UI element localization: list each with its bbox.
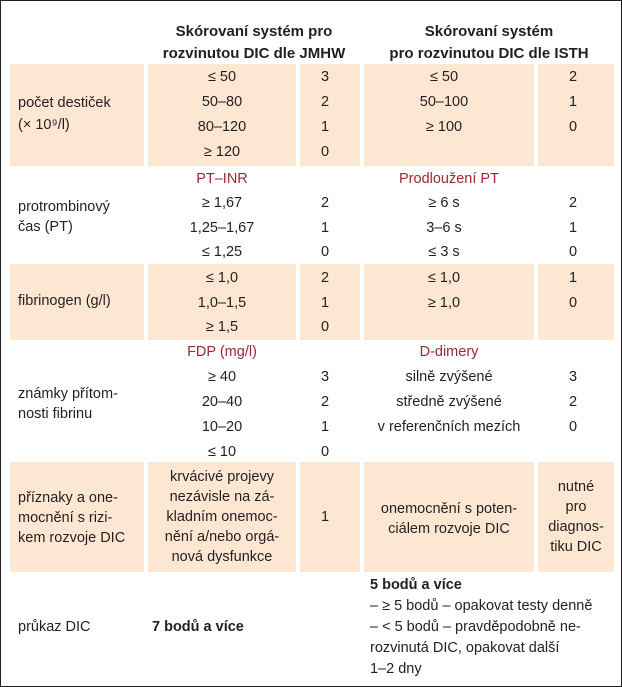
platelets-isth-value: ≥ 100 [425,119,463,135]
fibrin-label-line1: známky přítom- [18,386,118,402]
pt-jmhw-value: 1,25–1,67 [189,220,255,236]
fibrinogen-isth-score: 1 [568,270,578,286]
fibrin-jmhw-score: 3 [320,369,330,385]
fibrin-jmhw-value: 10–20 [201,419,243,435]
fibrin-isth-head: D-dimery [419,344,479,360]
fibrin-isth-score: 2 [568,394,578,410]
symptoms-jmhw-text-line: kladním onemoc- [166,509,278,525]
symptoms-jmhw-text-line: nění a/nebo orgá- [164,529,280,545]
fibrin-isth-score: 0 [568,419,578,435]
platelets-jmhw-score: 1 [320,119,330,135]
symptoms-label-line3: kem rozvoje DIC [18,530,126,546]
symptoms-jmhw-text-line: krvácivé projevy [170,469,274,485]
fibrinogen-isth-score: 0 [568,295,578,311]
platelets-isth-score: 1 [568,94,578,110]
fibrin-jmhw-value: 20–40 [201,394,243,410]
pt-jmhw-score: 0 [320,244,330,260]
pt-isth-score: 0 [568,244,578,260]
pt-jmhw-value: ≤ 1,25 [201,244,243,260]
fibrinogen-jmhw-value: ≥ 1,5 [205,319,239,335]
fibrinogen-jmhw-score: 1 [320,295,330,311]
proof-isth-line: rozvinutá DIC, opakovat další [370,640,560,656]
platelets-jmhw-score: 2 [320,94,330,110]
fibrin-jmhw-value: ≤ 10 [207,444,237,460]
platelets-label-line2: (× 10⁹/l) [18,117,70,133]
fibrinogen-jmhw-score: 0 [320,319,330,335]
fibrinogen-isth-value: ≥ 1,0 [427,295,461,311]
platelets-jmhw-value: ≤ 50 [207,69,237,85]
proof-label: průkaz DIC [18,619,91,635]
proof-isth-title: 5 bodů a více [370,577,462,593]
symptoms-label-line1: příznaky a one- [18,490,118,506]
pt-label-line2: čas (PT) [18,219,73,235]
proof-jmhw-threshold: 7 bodů a více [152,619,244,635]
header-jmhw-line2: rozvinutou DIC dle JMHW [162,45,346,62]
fibrin-isth-value: středně zvýšené [396,394,502,410]
platelets-jmhw-score: 3 [320,69,330,85]
pt-isth-score: 1 [568,220,578,236]
platelets-jmhw-value: 80–120 [197,119,247,135]
platelets-jmhw-value: ≥ 120 [203,144,241,160]
platelets-isth-value: ≤ 50 [429,69,459,85]
proof-isth-line: – < 5 bodů – pravděpodobně ne- [370,619,581,635]
proof-isth-line: 1–2 dny [370,661,422,677]
pt-jmhw-score: 1 [320,220,330,236]
fibrin-jmhw-score: 1 [320,419,330,435]
symptoms-isth-text-line: ciálem rozvoje DIC [388,521,510,537]
pt-label-line1: protrombinový [18,199,110,215]
header-isth-line2: pro rozvinutou DIC dle ISTH [389,45,589,62]
header-jmhw-line1: Skórovaní systém pro [175,23,333,40]
fibrinogen-label: fibrinogen (g/l) [18,293,111,309]
symptoms-isth-score-line: diagnos- [548,519,604,535]
pt-isth-head: Prodloužení PT [399,171,499,187]
header-isth-line1: Skórovaní systém [424,23,554,40]
platelets-isth-score: 0 [568,119,578,135]
platelets-isth-value: 50–100 [419,94,469,110]
fibrin-isth-value: silně zvýšené [405,369,493,385]
symptoms-jmhw-text-line: nová dysfunkce [171,549,273,565]
pt-isth-value: ≤ 3 s [428,244,460,260]
fibrinogen-jmhw-score: 2 [320,270,330,286]
platelets-jmhw-value: 50–80 [201,94,243,110]
fibrinogen-jmhw-value: ≤ 1,0 [205,270,239,286]
symptoms-label-line2: mocnění s rizi- [18,510,113,526]
pt-isth-value: 3–6 s [426,220,462,236]
fibrinogen-isth-value: ≤ 1,0 [427,270,461,286]
platelets-label-cell [10,64,144,166]
pt-jmhw-value: ≥ 1,67 [201,195,243,211]
symptoms-isth-score-line: nutné [557,479,595,495]
symptoms-isth-score-line: pro [565,499,587,515]
fibrin-isth-score: 3 [568,369,578,385]
symptoms-jmhw-text-line: nezávisle na zá- [169,489,275,505]
fibrin-jmhw-value: ≥ 40 [207,369,237,385]
platelets-jmhw-score: 0 [320,144,330,160]
fibrinogen-jmhw-value: 1,0–1,5 [197,295,247,311]
symptoms-jmhw-score: 1 [320,509,330,525]
proof-isth-line: – ≥ 5 bodů – opakovat testy denně [370,598,593,614]
platelets-label-line1: počet destiček [18,95,111,111]
fibrin-jmhw-score: 0 [320,444,330,460]
pt-jmhw-head: PT–INR [196,171,248,187]
symptoms-isth-text-line: onemocnění s poten- [380,501,518,517]
fibrin-jmhw-head: FDP (mg/l) [187,344,257,360]
fibrin-isth-value: v referenčních mezích [377,419,521,435]
fibrin-jmhw-score: 2 [320,394,330,410]
platelets-isth-score: 2 [568,69,578,85]
symptoms-isth-score-line: tiku DIC [550,539,602,555]
pt-isth-value: ≥ 6 s [428,195,460,211]
fibrin-label-line2: nosti fibrinu [18,406,93,422]
pt-isth-score: 2 [568,195,578,211]
pt-jmhw-score: 2 [320,195,330,211]
